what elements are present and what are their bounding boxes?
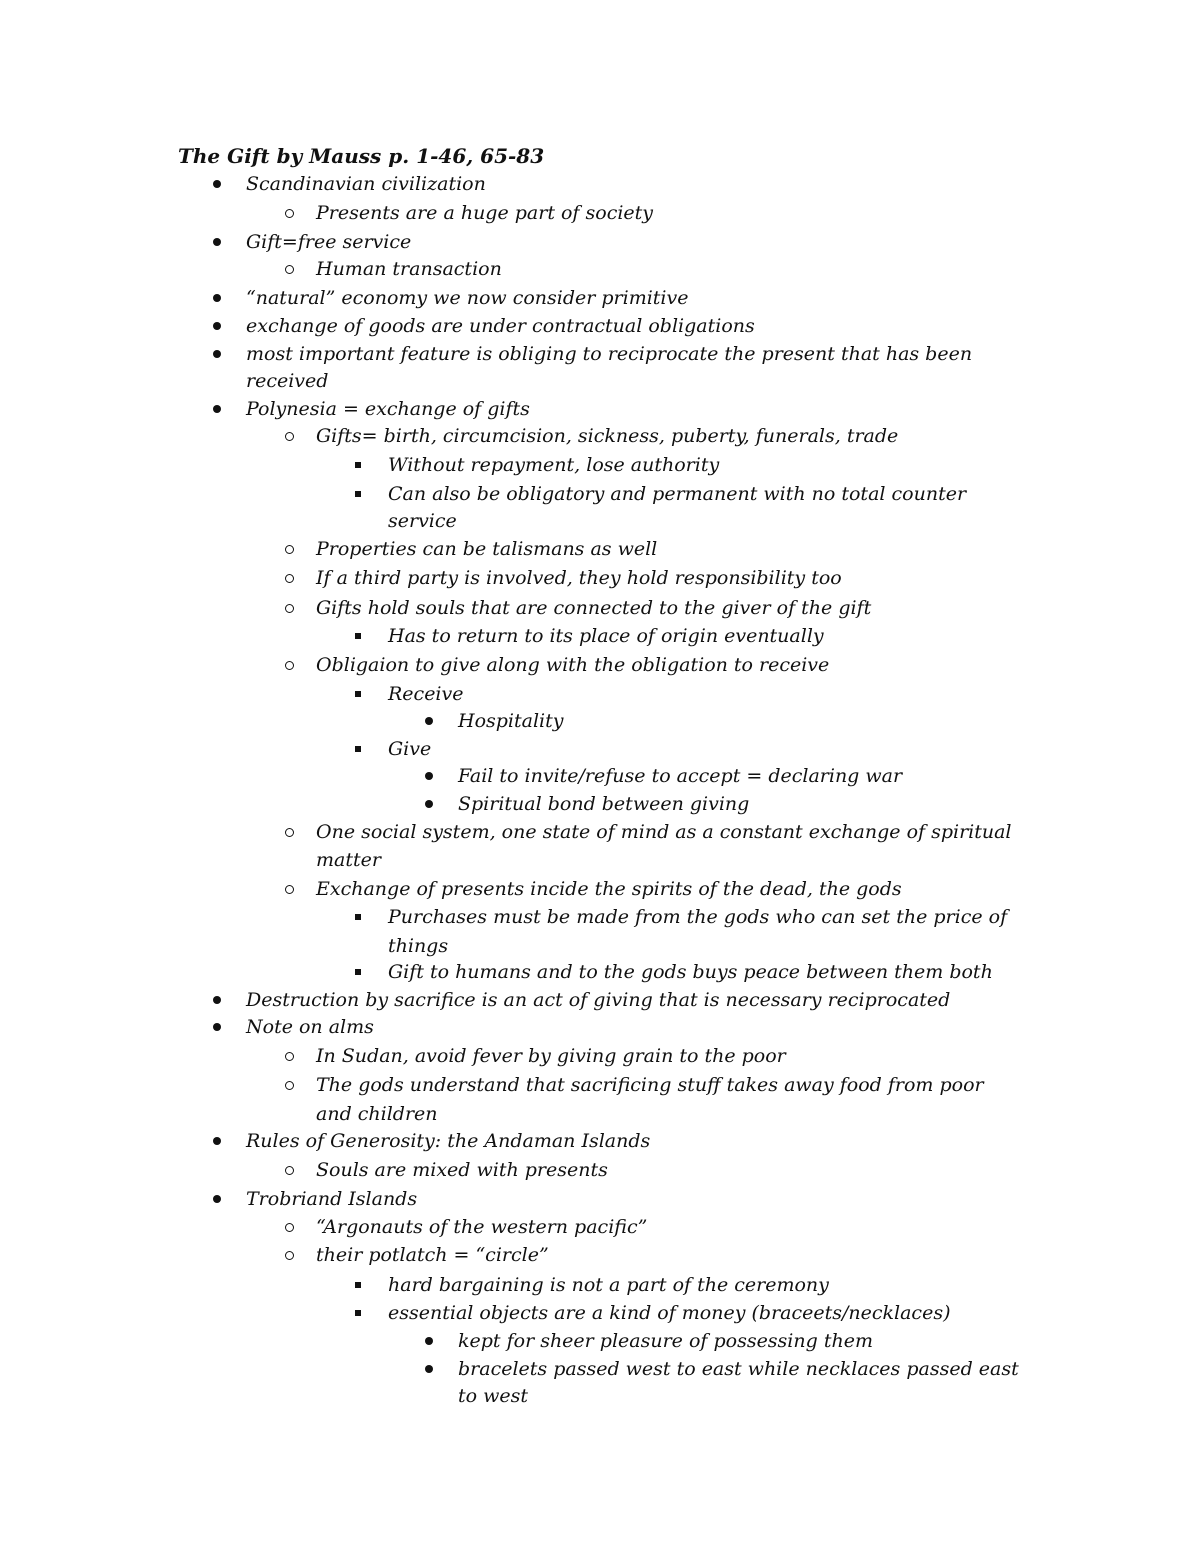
outline-item-level-3 xyxy=(351,958,993,986)
bullet-circle-icon xyxy=(285,661,294,670)
outline-item-level-4 xyxy=(421,762,902,790)
bullet-square-icon xyxy=(355,1310,361,1316)
outline-item-text: Give xyxy=(388,738,432,760)
bullet-circle-icon xyxy=(285,885,294,894)
outline-item-text: Destruction by sacrifice is an act of giving that is necessary reciprocated xyxy=(246,989,951,1011)
bullet-square-icon xyxy=(355,633,361,639)
outline-item-level-2 xyxy=(281,1071,984,1099)
outline-item-level-4 xyxy=(421,1382,528,1410)
bullet-disc-icon xyxy=(425,1337,433,1345)
outline-item-text: Can also be obligatory and permanent with no total counter xyxy=(388,483,967,505)
bullet-circle-icon xyxy=(285,1223,294,1232)
outline-item-level-2 xyxy=(281,875,902,903)
bullet-disc-icon xyxy=(213,1023,221,1031)
outline-item-level-1 xyxy=(209,1127,650,1155)
outline-item-level-2 xyxy=(281,594,871,622)
outline-item-text: and children xyxy=(316,1103,438,1125)
outline-item-text: matter xyxy=(316,849,381,871)
outline-item-text: Exchange of presents incide the spirits of the dead, the gods xyxy=(316,878,902,900)
bullet-disc-icon xyxy=(213,294,221,302)
outline-item-text: Polynesia = exchange of gifts xyxy=(246,398,530,420)
bullet-circle-icon xyxy=(285,1251,294,1260)
outline-item-level-1 xyxy=(209,170,486,198)
outline-item-level-1 xyxy=(209,986,950,1014)
outline-item-text: “natural” economy we now consider primitive xyxy=(246,287,689,309)
outline-item-text: Has to return to its place of origin eventually xyxy=(388,625,824,647)
bullet-disc-icon xyxy=(425,772,433,780)
page-title: The Gift by Mauss p. 1-46, 65-83 xyxy=(178,144,545,168)
outline-item-level-2 xyxy=(281,1100,438,1128)
bullet-square-icon xyxy=(355,1282,361,1288)
bullet-circle-icon xyxy=(285,1052,294,1061)
outline-item-text: essential objects are a kind of money (braceets/necklaces) xyxy=(388,1302,951,1324)
bullet-circle-icon xyxy=(285,828,294,837)
outline-item-level-2 xyxy=(281,818,1012,846)
outline-item-level-2 xyxy=(281,846,381,874)
outline-item-text: received xyxy=(246,370,329,392)
bullet-square-icon xyxy=(355,746,361,752)
outline-item-text: Souls are mixed with presents xyxy=(316,1159,608,1181)
outline-item-text: Human transaction xyxy=(316,258,502,280)
outline-item-level-2 xyxy=(281,255,502,283)
outline-item-text: their potlatch = “circle” xyxy=(316,1244,549,1266)
bullet-circle-icon xyxy=(285,1166,294,1175)
outline-item-text: Receive xyxy=(388,683,464,705)
outline-item-text: things xyxy=(388,935,449,957)
outline-item-text: One social system, one state of mind as a constant exchange of spiritual xyxy=(316,821,1012,843)
bullet-circle-icon xyxy=(285,574,294,583)
bullet-circle-icon xyxy=(285,432,294,441)
outline-item-text: Fail to invite/refuse to accept = declaring war xyxy=(458,765,903,787)
bullet-circle-icon xyxy=(285,209,294,218)
bullet-square-icon xyxy=(355,691,361,697)
outline-item-level-3 xyxy=(351,507,457,535)
outline-item-level-1 xyxy=(209,1013,374,1041)
outline-item-level-3 xyxy=(351,622,824,650)
bullet-square-icon xyxy=(355,914,361,920)
bullet-disc-icon xyxy=(213,238,221,246)
outline-item-text: Scandinavian civilization xyxy=(246,173,486,195)
outline-item-text: The gods understand that sacrificing stuff takes away food from poor xyxy=(316,1074,984,1096)
outline-item-text: Gift=free service xyxy=(246,231,412,253)
outline-item-level-3 xyxy=(351,903,1007,931)
outline-item-level-2 xyxy=(281,535,657,563)
outline-item-text: exchange of goods are under contractual obligations xyxy=(246,315,755,337)
outline-item-level-3 xyxy=(351,735,431,763)
bullet-square-icon xyxy=(355,969,361,975)
outline-item-level-3 xyxy=(351,932,448,960)
outline-item-text: hard bargaining is not a part of the ceremony xyxy=(388,1274,829,1296)
outline-item-level-2 xyxy=(281,199,653,227)
bullet-disc-icon xyxy=(213,180,221,188)
outline-item-text: Without repayment, lose authority xyxy=(388,454,720,476)
bullet-disc-icon xyxy=(425,1365,433,1373)
outline-item-text: Gifts hold souls that are connected to the giver of the gift xyxy=(316,597,872,619)
bullet-circle-icon xyxy=(285,265,294,274)
outline-item-text: Spiritual bond between giving xyxy=(458,793,750,815)
outline-item-text: Gift to humans and to the gods buys peace between them both xyxy=(388,961,993,983)
outline-item-level-1 xyxy=(209,340,972,368)
outline-item-level-1 xyxy=(209,312,755,340)
outline-item-level-2 xyxy=(281,1213,647,1241)
outline-item-text: Trobriand Islands xyxy=(246,1188,418,1210)
outline-item-level-3 xyxy=(351,1299,951,1327)
outline-item-text: “Argonauts of the western pacific” xyxy=(316,1216,648,1238)
outline-item-level-4 xyxy=(421,1327,873,1355)
outline-item-text: Obligaion to give along with the obligation to receive xyxy=(316,654,830,676)
outline-item-text: most important feature is obliging to reciprocate the present that has been xyxy=(246,343,973,365)
outline-item-level-3 xyxy=(351,480,966,508)
bullet-disc-icon xyxy=(213,350,221,358)
outline-item-level-2 xyxy=(281,651,829,679)
outline-item-text: Purchases must be made from the gods who can set the price of xyxy=(388,906,1008,928)
outline-item-text: Note on alms xyxy=(246,1016,374,1038)
outline-item-level-1 xyxy=(209,395,530,423)
bullet-square-icon xyxy=(355,462,361,468)
outline-item-level-1 xyxy=(209,367,328,395)
outline-item-level-1 xyxy=(209,284,688,312)
outline-item-text: Gifts= birth, circumcision, sickness, puberty, funerals, trade xyxy=(316,425,899,447)
outline-item-level-3 xyxy=(351,1271,829,1299)
outline-item-level-3 xyxy=(351,680,464,708)
outline-item-text: kept for sheer pleasure of possessing them xyxy=(458,1330,873,1352)
bullet-square-icon xyxy=(355,491,361,497)
bullet-circle-icon xyxy=(285,604,294,613)
outline-item-level-3 xyxy=(351,451,719,479)
outline-item-level-4 xyxy=(421,790,749,818)
bullet-disc-icon xyxy=(213,1195,221,1203)
bullet-disc-icon xyxy=(213,405,221,413)
bullet-disc-icon xyxy=(213,322,221,330)
bullet-circle-icon xyxy=(285,545,294,554)
outline-item-level-2 xyxy=(281,1042,786,1070)
outline-item-text: bracelets passed west to east while necklaces passed east xyxy=(458,1358,1019,1380)
outline-item-text: Properties can be talismans as well xyxy=(316,538,658,560)
outline-item-text: Hospitality xyxy=(458,710,564,732)
outline-item-text: Presents are a huge part of society xyxy=(316,202,654,224)
outline-item-text: service xyxy=(388,510,457,532)
outline-item-level-4 xyxy=(421,1355,1019,1383)
bullet-disc-icon xyxy=(213,1137,221,1145)
bullet-disc-icon xyxy=(213,996,221,1004)
outline-item-text: In Sudan, avoid fever by giving grain to the poor xyxy=(316,1045,786,1067)
outline-item-level-2 xyxy=(281,1156,608,1184)
outline-item-level-4 xyxy=(421,707,563,735)
outline-item-text: to west xyxy=(458,1385,529,1407)
outline-item-text: Rules of Generosity: the Andaman Islands xyxy=(246,1130,651,1152)
bullet-disc-icon xyxy=(425,717,433,725)
outline-item-level-1 xyxy=(209,1185,417,1213)
outline-item-level-2 xyxy=(281,1241,549,1269)
bullet-circle-icon xyxy=(285,1081,294,1090)
bullet-disc-icon xyxy=(425,800,433,808)
outline-item-level-2 xyxy=(281,422,898,450)
outline-item-level-1 xyxy=(209,228,411,256)
outline-item-level-2 xyxy=(281,564,842,592)
outline-item-text: If a third party is involved, they hold responsibility too xyxy=(316,567,842,589)
